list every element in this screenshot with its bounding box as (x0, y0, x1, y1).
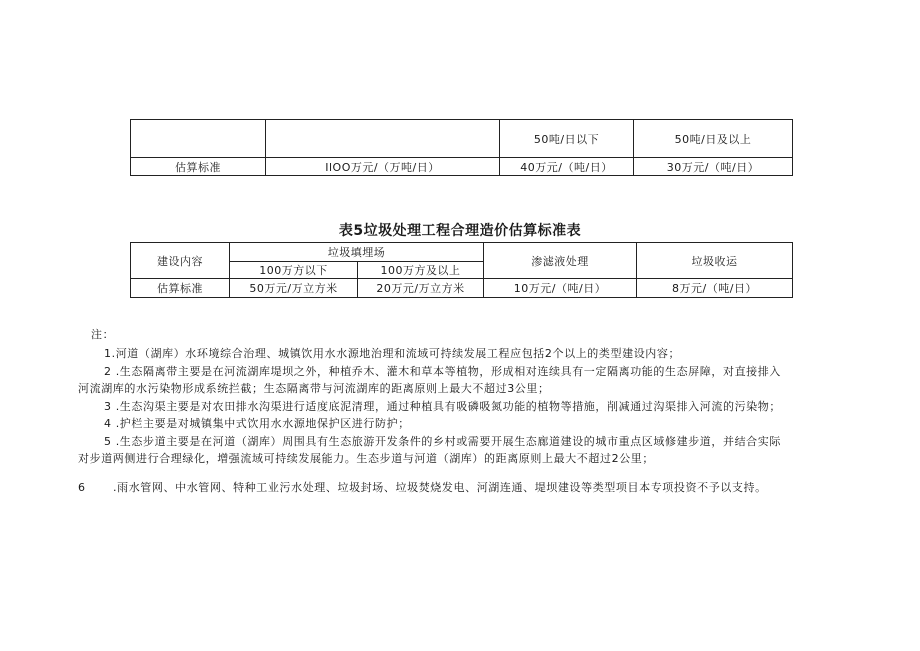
cost-table-top (130, 119, 793, 176)
table-header-cell: 垃圾填埋场 (230, 243, 484, 262)
table-cell: 20万元/万立方米 (358, 279, 484, 298)
note-item-5-cont: 对步道两侧进行合理绿化，增强流域可持续发展能力。生态步道与河道（湖库）的距离原则上最大不超过2公里； (78, 452, 654, 465)
table-header-cell: 渗滤液处理 (484, 243, 637, 279)
note-item-3: 3 .生态沟渠主要是对农田排水沟渠进行适度底泥清理，通过种植具有吸磷吸氮功能的植物等措施，削减通过沟渠排入河流的污染物； (104, 400, 781, 413)
note-item-6: .雨水管网、中水管网、特种工业污水处理、垃圾封场、垃圾焚烧发电、河湖连通、堤坝建设等类型项目本专项投资不予以支持。 (113, 481, 767, 494)
table-cell (266, 120, 500, 158)
table-header-cell: 100万方以下 (230, 262, 358, 279)
table-cell: 估算标准 (131, 158, 266, 176)
waste-cost-table (130, 242, 793, 298)
note-item-2-cont: 河流湖库的水污染物形成系统拦截；生态隔离带与河流湖库的距离原则上最大不超过3公里； (78, 382, 550, 395)
table-header-cell: 100万方及以上 (358, 262, 484, 279)
table-row (131, 158, 793, 176)
table-cell: 40万元/（吨/日） (500, 158, 634, 176)
note-item-2: 2 .生态隔离带主要是在河流湖库堤坝之外，种植乔木、灌木和草本等植物，形成相对连续具有一定隔离功能的生态屏障，对直接排入 (104, 365, 781, 378)
table-cell (131, 120, 266, 158)
table-header-row (131, 243, 793, 262)
note-item-6-number: 6 (78, 481, 86, 494)
table-cell: 50吨/日以下 (500, 120, 634, 158)
table-cell: 30万元/（吨/日） (634, 158, 793, 176)
table-cell: 50万元/万立方米 (230, 279, 358, 298)
note-item-5: 5 .生态步道主要是在河道（湖库）周围具有生态旅游开发条件的乡村或需要开展生态廊道建设的城市重点区域修建步道，并结合实际 (104, 435, 781, 448)
note-item-1: 1.河道（湖库）水环境综合治理、城镇饮用水水源地治理和流域可持续发展工程应包括2个以上的类型建设内容； (104, 347, 681, 360)
table-header-cell: 建设内容 (131, 243, 230, 279)
table-cell: IlOO万元/（万吨/日） (266, 158, 500, 176)
table-row (131, 120, 793, 158)
table-title: 表5垃圾处理工程合理造价估算标准表 (338, 223, 582, 239)
note-item-4: 4 .护栏主要是对城镇集中式饮用水水源地保护区进行防护； (104, 417, 410, 430)
table-cell: 50吨/日及以上 (634, 120, 793, 158)
table-row (131, 279, 793, 298)
table-cell: 估算标准 (131, 279, 230, 298)
notes-label: 注： (91, 328, 115, 341)
table-cell: 8万元/（吨/日） (637, 279, 793, 298)
table-header-cell: 垃圾收运 (637, 243, 793, 279)
table-cell: 10万元/（吨/日） (484, 279, 637, 298)
